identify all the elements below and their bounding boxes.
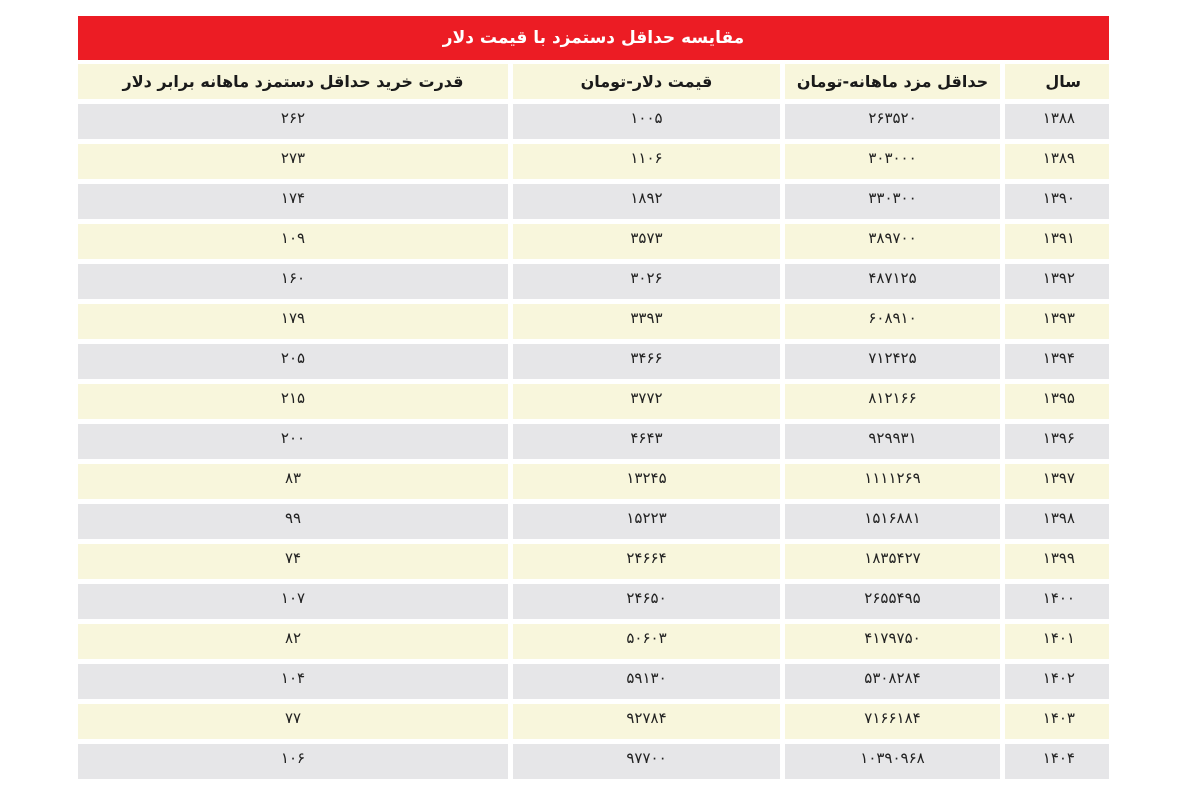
- dollar-price-cell: ۳۵۷۳: [513, 224, 785, 259]
- min-wage-cell: ۴۸۷۱۲۵: [785, 264, 1005, 299]
- min-wage-cell: ۶۰۸۹۱۰: [785, 304, 1005, 339]
- min-wage-cell: ۸۱۲۱۶۶: [785, 384, 1005, 419]
- purchasing-power-cell: ۲۰۵: [78, 344, 513, 379]
- min-wage-cell: ۲۶۵۵۴۹۵: [785, 584, 1005, 619]
- table-row: [78, 744, 1109, 779]
- year-cell: ۱۴۰۴: [1005, 744, 1109, 779]
- dollar-price-cell: ۵۰۶۰۳: [513, 624, 785, 659]
- dollar-price-cell: ۲۴۶۵۰: [513, 584, 785, 619]
- table-row: [78, 464, 1109, 499]
- min-wage-cell: ۱۵۱۶۸۸۱: [785, 504, 1005, 539]
- purchasing-power-cell: ۸۲: [78, 624, 513, 659]
- table-body: [78, 104, 1109, 779]
- dollar-price-cell: ۱۵۲۲۳: [513, 504, 785, 539]
- table-row: [78, 584, 1109, 619]
- table-row: [78, 624, 1109, 659]
- col-header-dollar-price: قیمت دلار-تومان: [513, 64, 785, 99]
- dollar-price-cell: ۳۰۲۶: [513, 264, 785, 299]
- table-row: [78, 544, 1109, 579]
- table-row: [78, 344, 1109, 379]
- table-row: [78, 504, 1109, 539]
- purchasing-power-cell: ۱۷۴: [78, 184, 513, 219]
- purchasing-power-cell: ۷۷: [78, 704, 513, 739]
- col-header-min-wage: حداقل مزد ماهانه-تومان: [785, 64, 1005, 99]
- year-cell: ۱۳۹۵: [1005, 384, 1109, 419]
- min-wage-cell: ۱۰۳۹۰۹۶۸: [785, 744, 1005, 779]
- year-cell: ۱۳۹۹: [1005, 544, 1109, 579]
- wage-dollar-table: [78, 16, 1109, 784]
- purchasing-power-cell: ۱۷۹: [78, 304, 513, 339]
- table-row: [78, 144, 1109, 179]
- table-row: [78, 664, 1109, 699]
- dollar-price-cell: ۱۸۹۲: [513, 184, 785, 219]
- table-row: [78, 224, 1109, 259]
- year-cell: ۱۳۹۸: [1005, 504, 1109, 539]
- purchasing-power-cell: ۱۰۶: [78, 744, 513, 779]
- min-wage-cell: ۳۸۹۷۰۰: [785, 224, 1005, 259]
- min-wage-cell: ۵۳۰۸۲۸۴: [785, 664, 1005, 699]
- min-wage-cell: ۱۱۱۱۲۶۹: [785, 464, 1005, 499]
- dollar-price-cell: ۱۳۲۴۵: [513, 464, 785, 499]
- purchasing-power-cell: ۲۷۳: [78, 144, 513, 179]
- min-wage-cell: ۳۳۰۳۰۰: [785, 184, 1005, 219]
- dollar-price-cell: ۳۳۹۳: [513, 304, 785, 339]
- purchasing-power-cell: ۷۴: [78, 544, 513, 579]
- purchasing-power-cell: ۲۶۲: [78, 104, 513, 139]
- min-wage-cell: ۲۶۳۵۲۰: [785, 104, 1005, 139]
- year-cell: ۱۴۰۰: [1005, 584, 1109, 619]
- year-cell: ۱۳۹۶: [1005, 424, 1109, 459]
- header-row: [78, 64, 1109, 99]
- purchasing-power-cell: ۲۰۰: [78, 424, 513, 459]
- year-cell: ۱۴۰۳: [1005, 704, 1109, 739]
- min-wage-cell: ۷۱۲۴۲۵: [785, 344, 1005, 379]
- table-row: [78, 104, 1109, 139]
- year-cell: ۱۳۸۸: [1005, 104, 1109, 139]
- col-header-purchasing-power: قدرت خرید حداقل دستمزد ماهانه برابر دلار: [78, 64, 513, 99]
- table-row: [78, 704, 1109, 739]
- data-table: [78, 59, 1109, 784]
- dollar-price-cell: ۳۷۷۲: [513, 384, 785, 419]
- table-title: مقایسه حداقل دستمزد با قیمت دلار: [78, 16, 1109, 60]
- year-cell: ۱۳۹۷: [1005, 464, 1109, 499]
- min-wage-cell: ۹۲۹۹۳۱: [785, 424, 1005, 459]
- year-cell: ۱۳۹۳: [1005, 304, 1109, 339]
- purchasing-power-cell: ۱۰۹: [78, 224, 513, 259]
- min-wage-cell: ۷۱۶۶۱۸۴: [785, 704, 1005, 739]
- min-wage-cell: ۱۸۳۵۴۲۷: [785, 544, 1005, 579]
- year-cell: ۱۳۹۴: [1005, 344, 1109, 379]
- year-cell: ۱۳۹۲: [1005, 264, 1109, 299]
- purchasing-power-cell: ۲۱۵: [78, 384, 513, 419]
- year-cell: ۱۴۰۱: [1005, 624, 1109, 659]
- purchasing-power-cell: ۱۰۷: [78, 584, 513, 619]
- year-cell: ۱۳۸۹: [1005, 144, 1109, 179]
- purchasing-power-cell: ۹۹: [78, 504, 513, 539]
- dollar-price-cell: ۱۰۰۵: [513, 104, 785, 139]
- min-wage-cell: ۳۰۳۰۰۰: [785, 144, 1005, 179]
- year-cell: ۱۳۹۱: [1005, 224, 1109, 259]
- dollar-price-cell: ۲۴۶۶۴: [513, 544, 785, 579]
- purchasing-power-cell: ۸۳: [78, 464, 513, 499]
- year-cell: ۱۴۰۲: [1005, 664, 1109, 699]
- table-row: [78, 264, 1109, 299]
- table-row: [78, 384, 1109, 419]
- purchasing-power-cell: ۱۰۴: [78, 664, 513, 699]
- dollar-price-cell: ۳۴۶۶: [513, 344, 785, 379]
- table-row: [78, 304, 1109, 339]
- table-row: [78, 184, 1109, 219]
- col-header-year: سال: [1005, 64, 1109, 99]
- table-row: [78, 424, 1109, 459]
- dollar-price-cell: ۴۶۴۳: [513, 424, 785, 459]
- dollar-price-cell: ۵۹۱۳۰: [513, 664, 785, 699]
- year-cell: ۱۳۹۰: [1005, 184, 1109, 219]
- purchasing-power-cell: ۱۶۰: [78, 264, 513, 299]
- dollar-price-cell: ۱۱۰۶: [513, 144, 785, 179]
- min-wage-cell: ۴۱۷۹۷۵۰: [785, 624, 1005, 659]
- dollar-price-cell: ۹۲۷۸۴: [513, 704, 785, 739]
- dollar-price-cell: ۹۷۷۰۰: [513, 744, 785, 779]
